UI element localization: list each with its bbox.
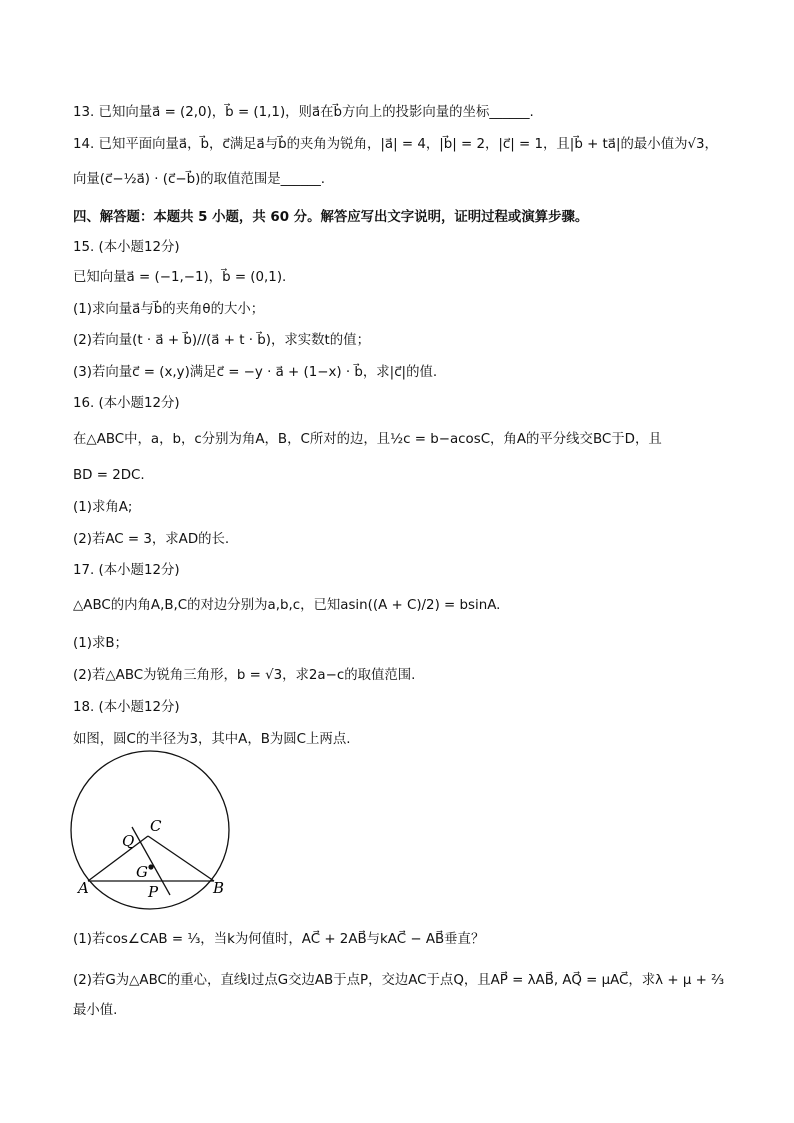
- q15-header: 15. (本小题12分): [73, 240, 180, 255]
- q13: 13. 已知向量a⃗ = (2,0)，b⃗ = (1,1)，则a⃗在b⃗方向上的投影向量的坐标______.: [73, 105, 534, 120]
- label-p: P: [148, 883, 159, 901]
- q17-stem: △ABC的内角A,B,C的对边分别为a,b,c，已知asin((A + C)/2) = bsinA.: [73, 598, 501, 613]
- q14-line2: 向量(c⃗−½a⃗) · (c⃗−b⃗)的取值范围是______.: [73, 172, 326, 187]
- q16-part1: (1)求角A;: [73, 500, 133, 515]
- q18-header: 18. (本小题12分): [73, 700, 180, 715]
- label-c: C: [150, 817, 162, 835]
- q15-part3: (3)若向量c⃗ = (x,y)满足c⃗ = −y · a⃗ + (1−x) · b⃗，求|c⃗|的值.: [73, 365, 438, 380]
- q16-part2: (2)若AC = 3，求AD的长.: [73, 532, 230, 547]
- q15-part2: (2)若向量(t · a⃗ + b⃗)//(a⃗ + t · b⃗)，求实数t的值；: [73, 333, 370, 348]
- label-a: A: [78, 879, 89, 897]
- q15-part1: (1)求向量a⃗与b⃗的夹角θ的大小；: [73, 302, 265, 317]
- q18-part2: (2)若G为△ABC的重心，直线l过点G交边AB于点P，交边AC于点Q，且AP⃗ = λAB⃗, AQ⃗ = μAC⃗，求λ + μ + ⅔最小值.: [73, 973, 725, 1018]
- q16-stem1: 在△ABC中，a，b，c分别为角A，B，C所对的边，且½c = b−acosC，角A的平分线交BC于D，且: [73, 432, 662, 447]
- q18-stem: 如图，圆C的半径为3，其中A，B为圆C上两点.: [73, 732, 351, 747]
- q14-line1: 14. 已知平面向量a⃗，b⃗，c⃗满足a⃗与b⃗的夹角为锐角，|a⃗| = 4，|b⃗| = 2，|c⃗| = 1，且|b⃗ + ta⃗|的最小值为√3，: [73, 137, 718, 152]
- circle-figure: [66, 750, 241, 910]
- label-b: B: [213, 879, 225, 897]
- q18-part1: (1)若cos∠CAB = ⅓，当k为何值时，AC⃗ + 2AB⃗与kAC⃗ − AB⃗垂直？: [73, 932, 485, 947]
- q15-stem: 已知向量a⃗ = (−1,−1)，b⃗ = (0,1).: [73, 270, 287, 285]
- q16-stem2: BD = 2DC.: [73, 468, 145, 483]
- section-header: 四、解答题：本题共 5 小题，共 60 分。解答应写出文字说明，证明过程或演算步骤。: [73, 210, 589, 225]
- label-q: Q: [122, 832, 135, 850]
- q16-header: 16. (本小题12分): [73, 396, 180, 411]
- q17-part2: (2)若△ABC为锐角三角形，b = √3，求2a−c的取值范围.: [73, 668, 416, 683]
- q17-header: 17. (本小题12分): [73, 563, 180, 578]
- label-g: G: [136, 863, 148, 881]
- point-g: [148, 864, 153, 869]
- q17-part1: (1)求B；: [73, 636, 128, 651]
